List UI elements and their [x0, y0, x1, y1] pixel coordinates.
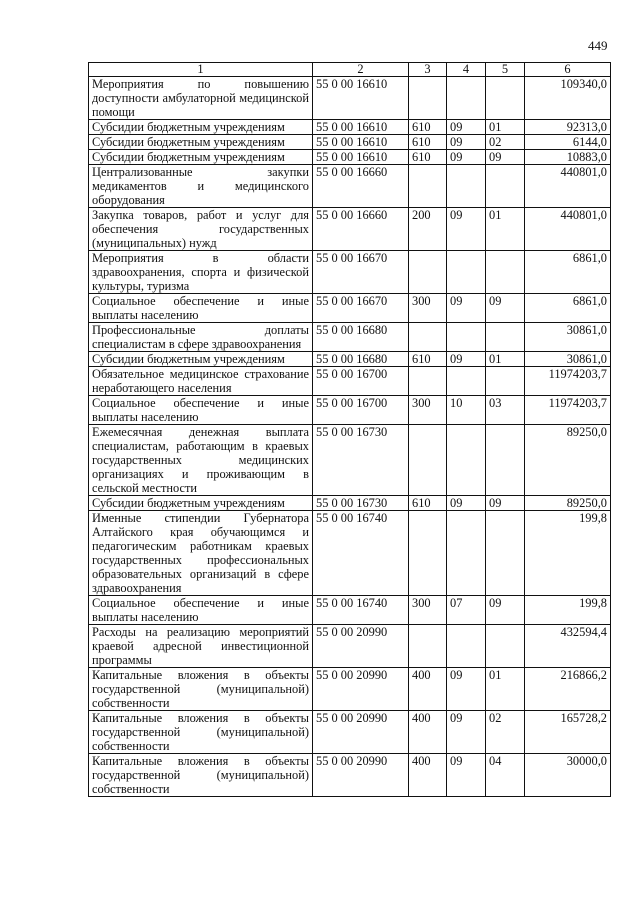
expense-type-cell: 610	[409, 150, 447, 165]
target-code-cell: 55 0 00 20990	[313, 668, 409, 711]
section-cell	[447, 165, 486, 208]
amount-cell: 89250,0	[525, 425, 611, 496]
target-code-cell: 55 0 00 16670	[313, 251, 409, 294]
expense-type-cell	[409, 165, 447, 208]
expense-type-cell: 300	[409, 596, 447, 625]
item-name-cell: Обязательное медицинское страхование неработающего населения	[89, 367, 313, 396]
amount-cell: 30861,0	[525, 352, 611, 367]
subsection-cell: 04	[486, 754, 525, 797]
item-name-cell: Субсидии бюджетным учреждениям	[89, 496, 313, 511]
section-cell: 09	[447, 135, 486, 150]
expense-type-cell: 300	[409, 294, 447, 323]
item-name-cell: Субсидии бюджетным учреждениям	[89, 120, 313, 135]
section-cell: 09	[447, 668, 486, 711]
target-code-cell: 55 0 00 16670	[313, 294, 409, 323]
expense-type-cell	[409, 251, 447, 294]
subsection-cell: 09	[486, 150, 525, 165]
section-cell: 10	[447, 396, 486, 425]
amount-cell: 165728,2	[525, 711, 611, 754]
item-name-cell: Ежемесячная денежная выплата специалистам, работающим в краевых государственных медицинских организациях и проживающим в сельской местности	[89, 425, 313, 496]
header-cell: 1	[89, 63, 313, 77]
expense-type-cell	[409, 425, 447, 496]
table-header-row	[89, 63, 611, 77]
target-code-cell: 55 0 00 16680	[313, 352, 409, 367]
amount-cell: 11974203,7	[525, 396, 611, 425]
subsection-cell: 01	[486, 208, 525, 251]
table-row	[89, 208, 611, 251]
section-cell	[447, 625, 486, 668]
section-cell	[447, 367, 486, 396]
subsection-cell	[486, 367, 525, 396]
expense-type-cell	[409, 323, 447, 352]
item-name-cell: Профессиональные доплаты специалистам в сфере здравоохранения	[89, 323, 313, 352]
item-name-cell: Именные стипендии Губернатора Алтайского края обучающимся и педагогическим работникам краевых государственных профессиональных образовательных организаций в сфере здравоохранения	[89, 511, 313, 596]
expense-type-cell: 610	[409, 352, 447, 367]
header-cell: 5	[486, 63, 525, 77]
header-cell: 4	[447, 63, 486, 77]
amount-cell: 89250,0	[525, 496, 611, 511]
subsection-cell: 09	[486, 596, 525, 625]
expense-type-cell: 610	[409, 120, 447, 135]
expense-type-cell	[409, 77, 447, 120]
subsection-cell	[486, 77, 525, 120]
target-code-cell: 55 0 00 20990	[313, 754, 409, 797]
table-row	[89, 352, 611, 367]
item-name-cell: Социальное обеспечение и иные выплаты населению	[89, 596, 313, 625]
expense-type-cell: 300	[409, 396, 447, 425]
section-cell: 09	[447, 711, 486, 754]
expense-type-cell: 200	[409, 208, 447, 251]
expense-type-cell: 400	[409, 668, 447, 711]
item-name-cell: Социальное обеспечение и иные выплаты населению	[89, 294, 313, 323]
item-name-cell: Субсидии бюджетным учреждениям	[89, 352, 313, 367]
target-code-cell: 55 0 00 16740	[313, 511, 409, 596]
table-row	[89, 77, 611, 120]
item-name-cell: Закупка товаров, работ и услуг для обеспечения государственных (муниципальных) нужд	[89, 208, 313, 251]
table-row	[89, 625, 611, 668]
amount-cell: 199,8	[525, 596, 611, 625]
table-row	[89, 496, 611, 511]
table-row	[89, 711, 611, 754]
section-cell: 09	[447, 754, 486, 797]
table-row	[89, 754, 611, 797]
expense-type-cell: 610	[409, 496, 447, 511]
subsection-cell	[486, 323, 525, 352]
subsection-cell: 01	[486, 120, 525, 135]
target-code-cell: 55 0 00 20990	[313, 711, 409, 754]
table-row	[89, 323, 611, 352]
subsection-cell	[486, 165, 525, 208]
subsection-cell: 01	[486, 668, 525, 711]
section-cell: 07	[447, 596, 486, 625]
header-cell: 3	[409, 63, 447, 77]
subsection-cell: 02	[486, 135, 525, 150]
table-row	[89, 668, 611, 711]
item-name-cell: Капитальные вложения в объекты государственной (муниципальной) собственности	[89, 711, 313, 754]
target-code-cell: 55 0 00 16610	[313, 120, 409, 135]
expense-type-cell	[409, 511, 447, 596]
section-cell	[447, 323, 486, 352]
header-cell: 2	[313, 63, 409, 77]
table-row	[89, 294, 611, 323]
item-name-cell: Мероприятия по повышению доступности амбулаторной медицинской помощи	[89, 77, 313, 120]
subsection-cell: 02	[486, 711, 525, 754]
section-cell	[447, 251, 486, 294]
target-code-cell: 55 0 00 16660	[313, 208, 409, 251]
item-name-cell: Расходы на реализацию мероприятий краевой адресной инвестиционной программы	[89, 625, 313, 668]
amount-cell: 440801,0	[525, 165, 611, 208]
amount-cell: 6861,0	[525, 294, 611, 323]
section-cell: 09	[447, 294, 486, 323]
target-code-cell: 55 0 00 16680	[313, 323, 409, 352]
target-code-cell: 55 0 00 20990	[313, 625, 409, 668]
table-row	[89, 150, 611, 165]
expense-type-cell	[409, 625, 447, 668]
target-code-cell: 55 0 00 16610	[313, 77, 409, 120]
subsection-cell: 09	[486, 496, 525, 511]
amount-cell: 10883,0	[525, 150, 611, 165]
target-code-cell: 55 0 00 16700	[313, 396, 409, 425]
amount-cell: 432594,4	[525, 625, 611, 668]
amount-cell: 30000,0	[525, 754, 611, 797]
amount-cell: 30861,0	[525, 323, 611, 352]
table-row	[89, 165, 611, 208]
target-code-cell: 55 0 00 16660	[313, 165, 409, 208]
item-name-cell: Мероприятия в области здравоохранения, спорта и физической культуры, туризма	[89, 251, 313, 294]
expense-type-cell: 400	[409, 754, 447, 797]
subsection-cell	[486, 511, 525, 596]
subsection-cell	[486, 251, 525, 294]
target-code-cell: 55 0 00 16610	[313, 135, 409, 150]
table-row	[89, 135, 611, 150]
subsection-cell	[486, 425, 525, 496]
table-row	[89, 511, 611, 596]
amount-cell: 199,8	[525, 511, 611, 596]
subsection-cell: 01	[486, 352, 525, 367]
amount-cell: 6144,0	[525, 135, 611, 150]
expense-type-cell	[409, 367, 447, 396]
amount-cell: 440801,0	[525, 208, 611, 251]
target-code-cell: 55 0 00 16730	[313, 425, 409, 496]
amount-cell: 216866,2	[525, 668, 611, 711]
target-code-cell: 55 0 00 16610	[313, 150, 409, 165]
page-number: 449	[588, 38, 608, 53]
section-cell	[447, 77, 486, 120]
table-row	[89, 425, 611, 496]
section-cell: 09	[447, 208, 486, 251]
item-name-cell: Социальное обеспечение и иные выплаты населению	[89, 396, 313, 425]
header-cell: 6	[525, 63, 611, 77]
table-body	[89, 63, 611, 797]
expense-type-cell: 610	[409, 135, 447, 150]
section-cell: 09	[447, 150, 486, 165]
section-cell	[447, 511, 486, 596]
item-name-cell: Капитальные вложения в объекты государственной (муниципальной) собственности	[89, 668, 313, 711]
section-cell: 09	[447, 120, 486, 135]
amount-cell: 109340,0	[525, 77, 611, 120]
table-row	[89, 367, 611, 396]
amount-cell: 11974203,7	[525, 367, 611, 396]
expense-type-cell: 400	[409, 711, 447, 754]
target-code-cell: 55 0 00 16730	[313, 496, 409, 511]
amount-cell: 6861,0	[525, 251, 611, 294]
section-cell: 09	[447, 352, 486, 367]
subsection-cell	[486, 625, 525, 668]
section-cell	[447, 425, 486, 496]
item-name-cell: Субсидии бюджетным учреждениям	[89, 150, 313, 165]
amount-cell: 92313,0	[525, 120, 611, 135]
table-row	[89, 251, 611, 294]
budget-table	[88, 62, 611, 797]
table-row	[89, 596, 611, 625]
subsection-cell: 03	[486, 396, 525, 425]
target-code-cell: 55 0 00 16740	[313, 596, 409, 625]
table-row	[89, 396, 611, 425]
target-code-cell: 55 0 00 16700	[313, 367, 409, 396]
section-cell: 09	[447, 496, 486, 511]
item-name-cell: Субсидии бюджетным учреждениям	[89, 135, 313, 150]
item-name-cell: Капитальные вложения в объекты государственной (муниципальной) собственности	[89, 754, 313, 797]
item-name-cell: Централизованные закупки медикаментов и медицинского оборудования	[89, 165, 313, 208]
table-row	[89, 120, 611, 135]
subsection-cell: 09	[486, 294, 525, 323]
